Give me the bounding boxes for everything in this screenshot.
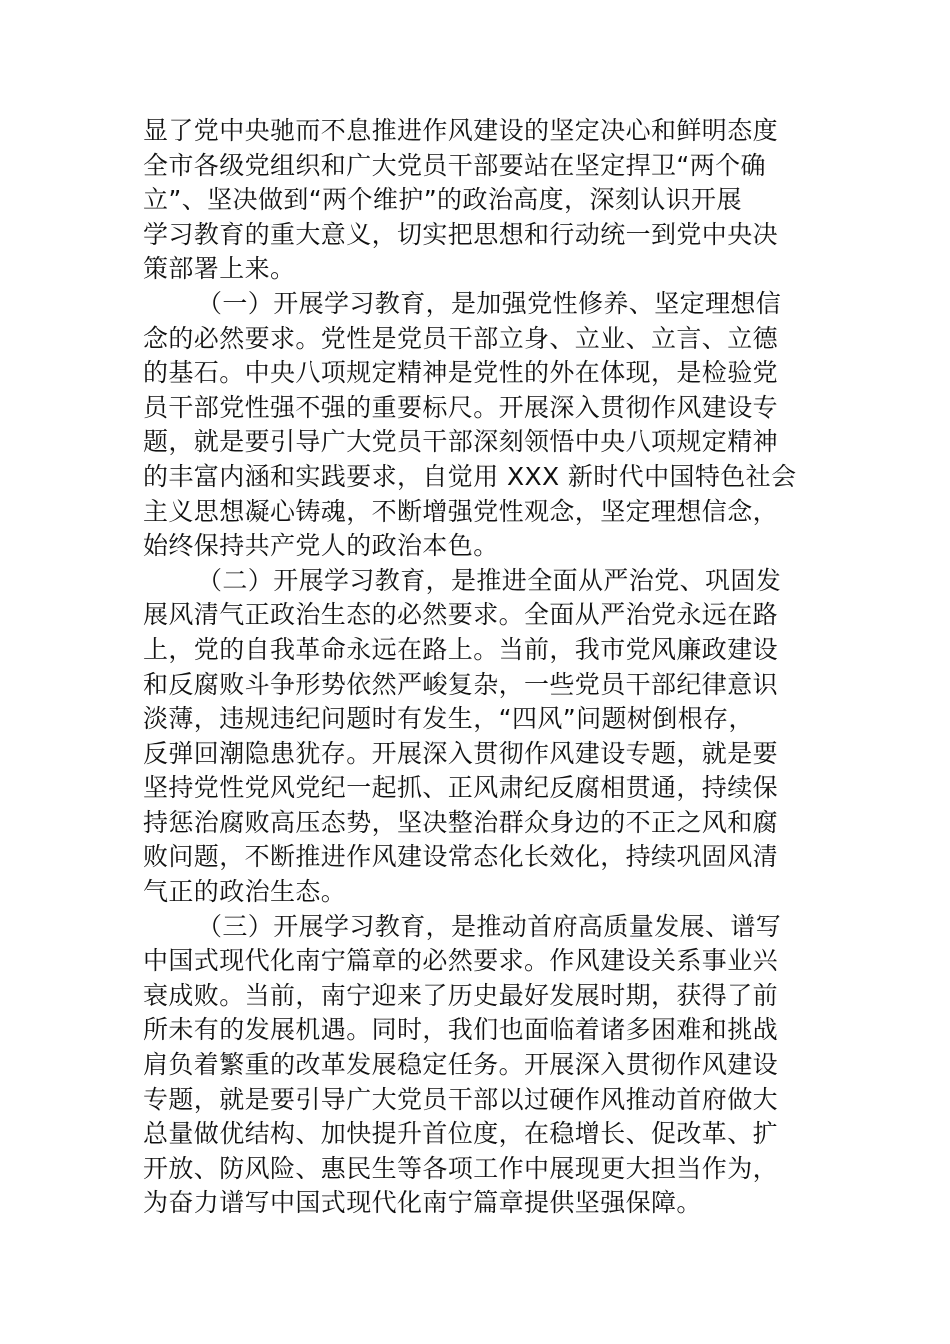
text-line: 衰成败。当前，南宁迎来了历史最好发展时期，获得了前 (143, 980, 779, 1010)
text-line: 学习教育的重大意义，切实把思想和行动统一到党中央决 (143, 219, 779, 249)
text-line: 中国式现代化南宁篇章的必然要求。作风建设关系事业兴 (143, 946, 779, 976)
paragraph (143, 114, 809, 287)
text-line: 始终保持共产党人的政治本色。 (143, 531, 499, 561)
text-line: 全市各级党组织和广大党员干部要站在坚定捍卫“两个确 (143, 150, 766, 180)
text-line: 开放、防风险、惠民生等各项工作中展现更大担当作为， (143, 1153, 779, 1183)
paragraph (143, 287, 809, 564)
text-line: 专题，就是要引导广大党员干部以过硬作风推动首府做大 (143, 1084, 779, 1114)
text-line: 显了党中央驰而不息推进作风建设的坚定决心和鲜明态度 (143, 116, 779, 145)
text-line: 败问题，不断推进作风建设常态化长效化，持续巩固风清 (143, 842, 779, 872)
text-line: （二）开展学习教育，是推进全面从严治党、巩固发 (197, 565, 782, 595)
text-line: 上，党的自我革命永远在路上。当前，我市党风廉政建设 (143, 634, 779, 664)
paragraph (143, 910, 809, 1221)
text-line: 主义思想凝心铸魂，不断增强党性观念，坚定理想信念， (143, 496, 779, 526)
paragraph (143, 564, 809, 910)
text-line: 反弹回潮隐患犹存。开展深入贯彻作风建设专题，就是要 (143, 738, 779, 768)
text-line: 策部署上来。 (143, 254, 296, 284)
text-line: 坚持党性党风党纪一起抓、正风肃纪反腐相贯通，持续保 (143, 773, 779, 803)
text-line: 题，就是要引导广大党员干部深刻领悟中央八项规定精神 (143, 427, 779, 457)
body-text (143, 114, 809, 1221)
text-line: 立”、坚决做到“两个维护”的政治高度，深刻认识开展 (143, 185, 742, 215)
text-line: 的丰富内涵和实践要求，自觉用 XXX 新时代中国特色社会 (143, 461, 797, 491)
text-line: 肩负着繁重的改革发展稳定任务。开展深入贯彻作风建设 (143, 1050, 779, 1080)
text-line: 气正的政治生态。 (143, 877, 347, 907)
text-line: 总量做优结构、加快提升首位度，在稳增长、促改革、扩 (143, 1119, 779, 1149)
text-line: 为奋力谱写中国式现代化南宁篇章提供坚强保障。 (143, 1188, 702, 1218)
text-line: 的基石。中央八项规定精神是党性的外在体现，是检验党 (143, 358, 779, 388)
text-line: 念的必然要求。党性是党员干部立身、立业、立言、立德 (143, 323, 779, 353)
text-line: 和反腐败斗争形势依然严峻复杂，一些党员干部纪律意识 (143, 669, 779, 699)
text-line: 展风清气正政治生态的必然要求。全面从严治党永远在路 (143, 600, 779, 630)
text-line: （三）开展学习教育，是推动首府高质量发展、谱写 (197, 911, 782, 941)
text-line: （一）开展学习教育，是加强党性修养、坚定理想信 (197, 288, 782, 318)
text-line: 持惩治腐败高压态势，坚决整治群众身边的不正之风和腐 (143, 807, 779, 837)
text-line: 所未有的发展机遇。同时，我们也面临着诸多困难和挑战 (143, 1015, 779, 1045)
text-line: 员干部党性强不强的重要标尺。开展深入贯彻作风建设专 (143, 392, 779, 422)
text-line: 淡薄，违规违纪问题时有发生，“四风”问题树倒根存， (143, 704, 754, 734)
